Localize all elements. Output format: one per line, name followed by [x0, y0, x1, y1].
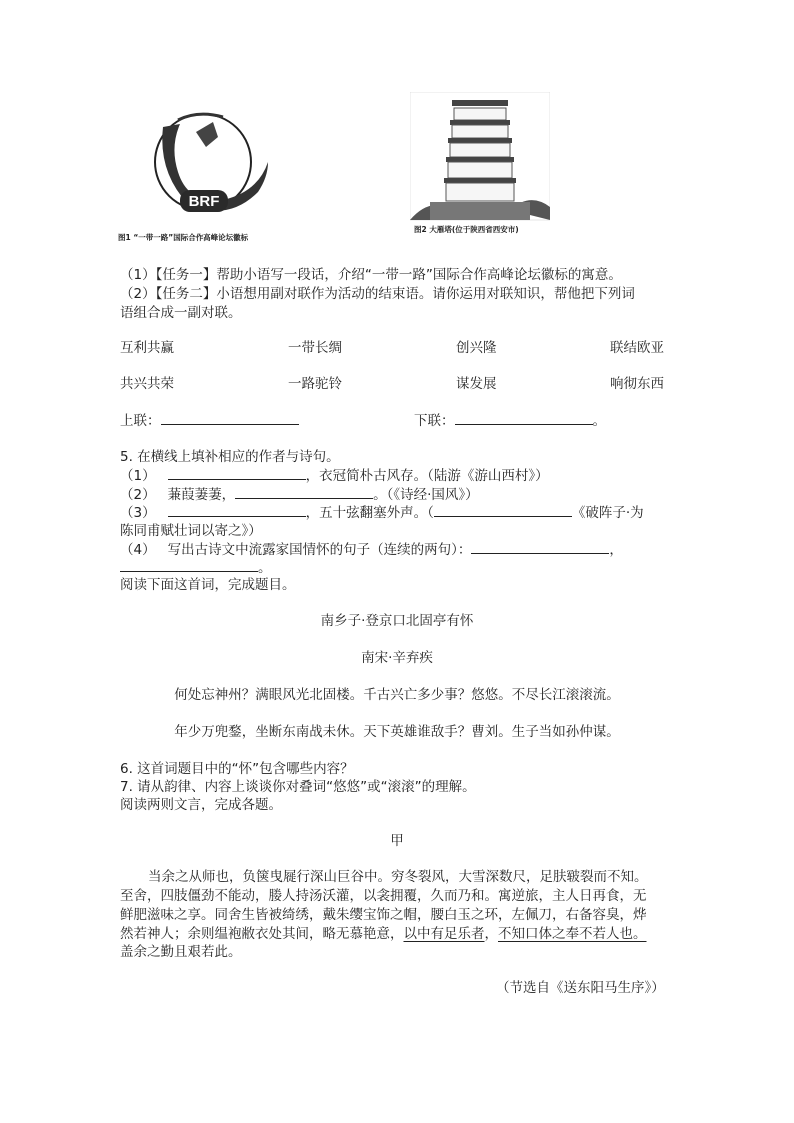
- q6: 6. 这首词题目中的“怀”包含哪些内容？: [120, 761, 354, 777]
- passage-line-4-mid: ，: [484, 926, 498, 942]
- lower-couplet-blank[interactable]: [455, 412, 593, 425]
- word-1-4: 联结欧亚: [610, 340, 664, 356]
- classical-intro: 阅读两则文言，完成各题。: [120, 797, 282, 813]
- poem-title: 南乡子·登京口北固亭有怀: [320, 613, 474, 629]
- q5-line-4: [120, 538, 623, 558]
- figure-1: [118, 92, 288, 242]
- poem-line-1: 何处忘神州？满眼风光北固楼。千古兴亡多少事？悠悠。不尽长江滚滚流。: [174, 687, 620, 703]
- q5-4-comma: ，: [609, 542, 623, 558]
- logo-text: BRF: [188, 193, 220, 210]
- passage-heading: 甲: [390, 833, 404, 849]
- passage-line-5: 盖余之勤且艰若此。: [120, 944, 242, 960]
- q5-title: 5. 在横线上填补相应的作者与诗句。: [120, 449, 340, 465]
- task-q2-line1: （2）【任务二】小语想用副对联作为活动的结束语。请你运用对联知识，帮他把下列词: [120, 286, 635, 302]
- q5-4-text: 写出古诗文中流露家国情怀的句子（连续的两句）：: [167, 542, 472, 558]
- word-1-1: 互利共赢: [120, 340, 174, 356]
- q5-line-2: [120, 483, 479, 503]
- passage-line-4-a: 然若神人；余则缊袍敝衣处其间，略无慕艳意，: [120, 926, 404, 942]
- upper-couplet-blank[interactable]: [161, 412, 299, 425]
- word-2-4: 响彻东西: [610, 376, 664, 392]
- q5-2-b: 。（《诗经·国风》）: [373, 487, 479, 503]
- word-2-2: 一路驼铃: [288, 376, 342, 392]
- q5-2-a: 蒹葭萋萋，: [167, 487, 236, 503]
- q5-3-blank-b[interactable]: [434, 504, 572, 517]
- q5-3-blank-a[interactable]: [168, 504, 306, 517]
- lower-couplet-end: 。: [592, 413, 606, 429]
- passage-line-2: 至舍，四肢僵劲不能动，媵人持汤沃灌，以衾拥覆，久而乃和。寓逆旅，主人日再食，无: [120, 888, 647, 904]
- task-q1: （1）【任务一】帮助小语写一段话，介绍“一带一路”国际合作高峰论坛徽标的寓意。: [120, 267, 622, 283]
- poem-intro: 阅读下面这首词，完成题目。: [120, 577, 296, 593]
- pagoda-image: [410, 92, 550, 222]
- q5-1-text: ，衣冠简朴古风存。（陆游《游山西村》）: [305, 468, 549, 484]
- q5-1-blank[interactable]: [168, 467, 306, 480]
- brf-logo-icon: [118, 92, 288, 222]
- figure-2-caption: 图2 大雁塔(位于陕西省西安市): [414, 225, 519, 234]
- underlined-phrase-1: 以中有足乐者: [403, 926, 485, 942]
- word-1-3: 创兴隆: [456, 340, 497, 356]
- q5-line-1: [120, 464, 549, 484]
- lower-couplet-row: [414, 409, 606, 429]
- q5-4-end: 。: [258, 560, 272, 576]
- upper-couplet-label: 上联：: [120, 413, 161, 429]
- figure-2: [410, 92, 550, 242]
- q5-1-num: （1）: [120, 468, 156, 484]
- passage-line-3: 鲜肥滋味之享。同舍生皆被绮绣，戴朱缨宝饰之帽，腰白玉之环，左佩刀，右备容臭，烨: [120, 907, 647, 923]
- poem-line-2: 年少万兜鍪，坐断东南战未休。天下英雄谁敌手？曹刘。生子当如孙仲谋。: [174, 724, 620, 740]
- task-q2-line2: 语组合成一副对联。: [120, 305, 242, 321]
- q5-4-blank-a[interactable]: [471, 541, 609, 554]
- underlined-phrase-2: 不知口体之奉不若人也。: [498, 926, 647, 942]
- q5-line-3: [120, 501, 644, 521]
- q5-4-blank-b[interactable]: [120, 559, 258, 572]
- poem-author: 南宋·辛弃疾: [361, 650, 433, 666]
- q7: 7. 请从韵律、内容上谈谈你对叠词“悠悠”或“滚滚”的理解。: [120, 779, 476, 795]
- word-1-2: 一带长绸: [288, 340, 342, 356]
- q5-3-num: （3）: [120, 505, 156, 521]
- word-2-1: 共兴共荣: [120, 376, 174, 392]
- q5-4-num: （4）: [120, 542, 156, 558]
- upper-couplet-row: [120, 409, 299, 429]
- q5-line-3-cont: 陈同甫赋壮词以寄之》）: [120, 523, 262, 539]
- passage-line-4: [120, 922, 647, 942]
- figure-1-caption: 图1 “一带一路”国际合作高峰论坛徽标: [118, 233, 249, 242]
- q5-3-b: 《破阵子·为: [571, 505, 644, 521]
- lower-couplet-label: 下联：: [414, 413, 455, 429]
- passage-source: （节选自《送东阳马生序》）: [496, 980, 665, 996]
- q5-2-num: （2）: [120, 487, 156, 503]
- q5-2-blank[interactable]: [235, 486, 373, 499]
- passage-line-1: 当余之从师也，负箧曳屣行深山巨谷中。穷冬裂风，大雪深数尺，足肤皲裂而不知。: [148, 869, 648, 885]
- q5-3-a: ，五十弦翻塞外声。（: [305, 505, 434, 521]
- word-2-3: 谋发展: [456, 376, 497, 392]
